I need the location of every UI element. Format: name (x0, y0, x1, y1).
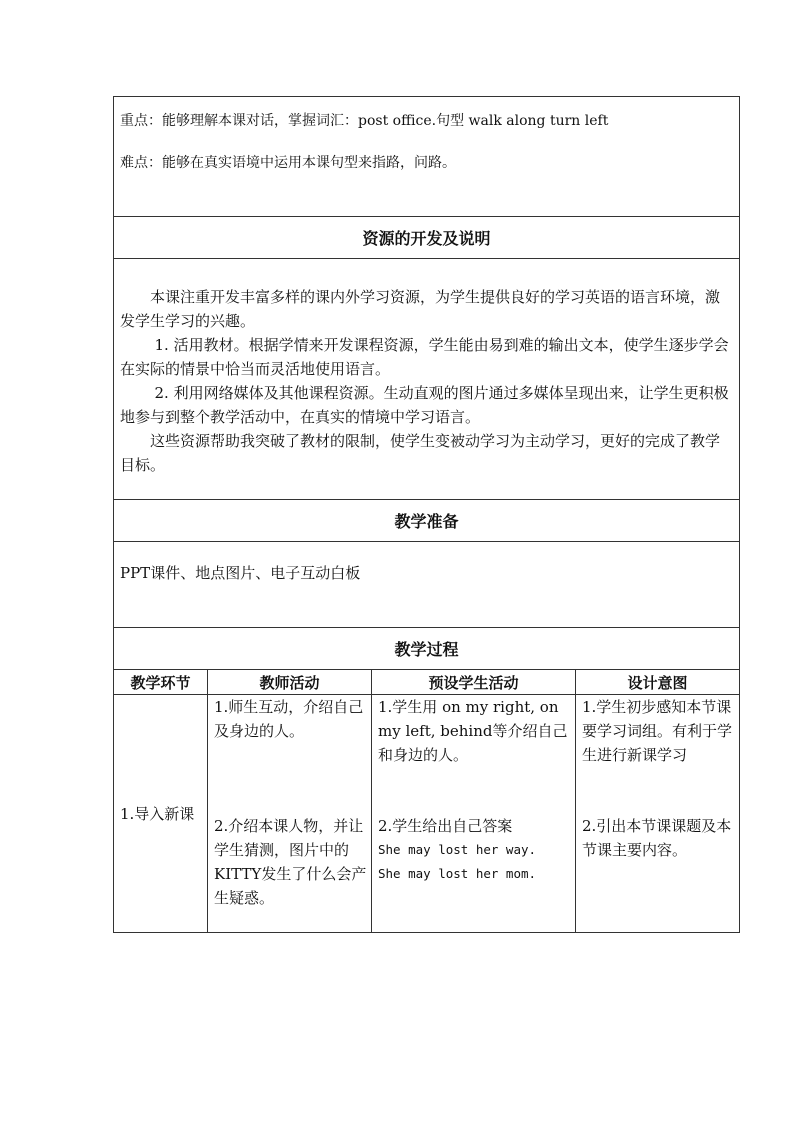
stage-cell (114, 695, 208, 932)
preparation-content: PPT课件、地点图片、电子互动白板 (114, 542, 739, 628)
teacher-step-2: 2.介绍本课人物，并让学生猜测，图片中的KITTY发生了什么会产生疑惑。 (214, 817, 367, 907)
teacher-step-1: 1.师生互动，介绍自己及身边的人。 (214, 698, 364, 740)
preparation-heading: 教学准备 (114, 500, 739, 542)
resources-item-2: 2. 利用网络媒体及其他课程资源。生动直观的图片通过多媒体呈现出来，让学生更积极地参与到整个教学活动中，在真实的情境中学习语言。 (120, 384, 729, 426)
stage-text: 1.导入新课 (120, 804, 195, 823)
resources-intro: 本课注重开发丰富多样的课内外学习资源，为学生提供良好的学习英语的语言环境，激发学生学习的兴趣。 (120, 288, 721, 330)
process-column-headers (114, 670, 739, 695)
key-point-text: 重点：能够理解本课对话，掌握词汇：post office.句型 walk along turn left (120, 113, 609, 129)
column-header-stage: 教学环节 (114, 670, 208, 694)
column-header-student: 预设学生活动 (372, 670, 576, 694)
student-activity-cell (372, 695, 576, 932)
teacher-activity-cell (208, 695, 372, 932)
focus-difficulty-row (114, 97, 739, 217)
student-step-2-line-1: She may lost her way. (378, 842, 537, 857)
student-step-1: 1.学生用 on my right, on my left, behind等介绍自己和身边的人。 (378, 698, 568, 764)
resources-conclusion: 这些资源帮助我突破了教材的限制，使学生变被动学习为主动学习，更好的完成了教学目标。 (120, 432, 721, 474)
intent-step-2: 2.引出本节课课题及本节课主要内容。 (582, 817, 732, 859)
table-row (114, 695, 739, 932)
resources-item-1: 1. 活用教材。根据学情来开发课程资源，学生能由易到难的输出文本，使学生逐步学会在实际的情景中恰当而灵活地使用语言。 (120, 336, 729, 378)
student-step-2 (378, 814, 571, 886)
lesson-plan-table (113, 96, 740, 933)
difficulty-text: 难点：能够在真实语境中运用本课句型来指路，问路。 (120, 155, 456, 171)
resources-heading: 资源的开发及说明 (114, 217, 739, 259)
intent-step-1: 1.学生初步感知本节课要学习词组。有利于学生进行新课学习 (582, 698, 733, 764)
process-table (114, 670, 739, 932)
process-heading: 教学过程 (114, 628, 739, 670)
student-step-2-line-2: She may lost her mom. (378, 866, 537, 881)
student-step-2-label: 2.学生给出自己答案 (378, 817, 513, 835)
column-header-intent: 设计意图 (627, 673, 688, 692)
design-intent-cell (576, 695, 739, 932)
column-header-teacher: 教师活动 (208, 670, 372, 694)
resources-description (114, 259, 739, 500)
